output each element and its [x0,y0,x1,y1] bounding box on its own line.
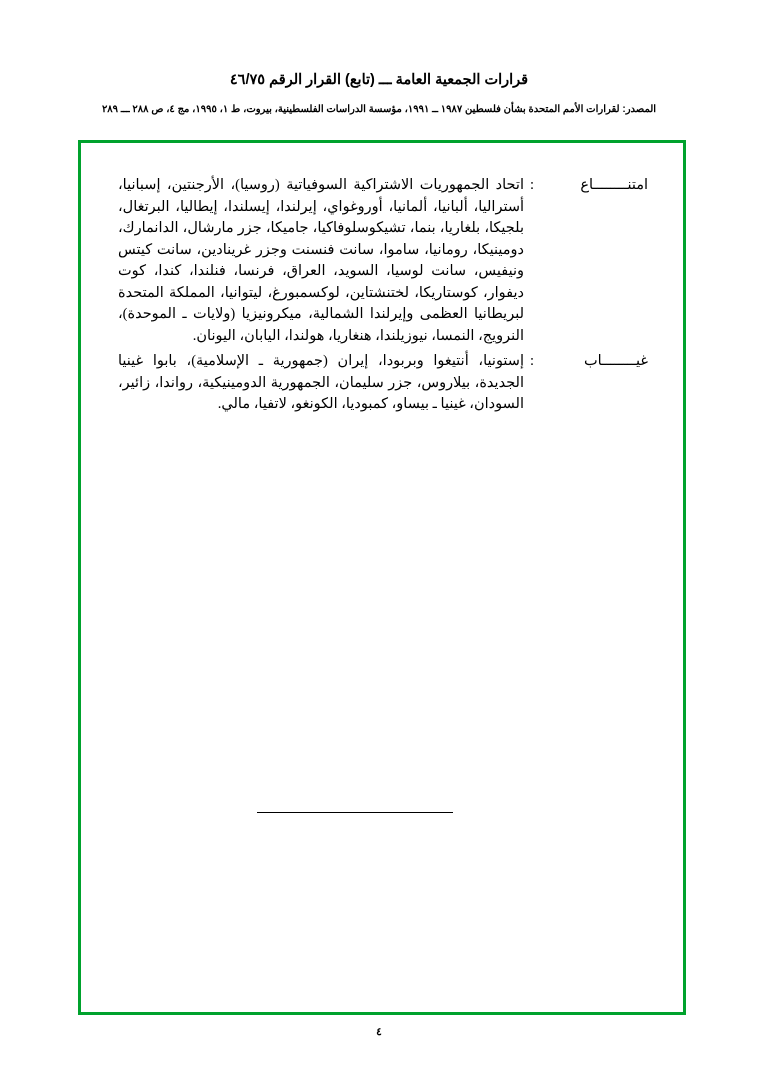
vote-entry-label: غيــــــــاب [583,353,648,369]
section-divider-rule [118,800,648,818]
document-body [118,175,648,420]
vote-entry-colon: : [529,177,535,193]
vote-entry-colon: : [529,353,535,369]
vote-entry-countries: اتحاد الجمهوريات الاشتراكية السوفياتية (روسيا)، الأرجنتين، إسبانيا، أستراليا، ألبانيا، ألمانيا، أوروغواي، إيرلندا، إيسلندا، إيطاليا، البرتغال، بلجيكا، بلغاريا، بنما، تشيكوسلوفاكيا، جاميكا، جزر مارشال، الدانمارك، دومينيكا، رومانيا، ساموا، سانت فنسنت وجزر غرينادين، سانت كيتس ونيفيس، سانت لوسيا، السويد، العراق، فرنسا، فنلندا، كندا، كوت ديفوار، كوستاريكا، لختنشتاين، لوكسمبورغ، ليتوانيا، المملكة المتحدة لبريطانيا العظمى وإيرلندا الشمالية، ميكرونيزيا (ولايات ـ الموحدة)، النرويج، النمسا، نيوزيلندا، هنغاريا، هولندا، اليابان، اليونان. [118,177,524,344]
vote-entry-countries: إستونيا، أنتيغوا وبربودا، إيران (جمهورية ـ الإسلامية)، بابوا غينيا الجديدة، بيلاروس، جزر سليمان، الجمهورية الدومينيكية، رواندا، زائير، السودان، غينيا ـ بيساو، كمبوديا، الكونغو، لاتفيا، مالي. [118,353,524,412]
vote-entry-label: امتنــــــــاع [580,177,648,193]
divider-line [257,812,453,813]
source-note: المصدر: لقرارات الأمم المتحدة بشأن فلسطين ١٩٨٧ ــ ١٩٩١، مؤسسة الدراسات الفلسطينية، بيروت، ط ١، ١٩٩٥، مج ٤، ص ٢٨٨ ـــ ٢٨٩ [101,104,657,115]
vote-entry-abstained [118,175,648,347]
page-number: ٤ [376,1026,382,1038]
vote-entry-absent [118,351,648,416]
page-title: قرارات الجمعية العامة ـــ (تابع) القرار الرقم ٤٦/٧٥ [229,72,529,88]
